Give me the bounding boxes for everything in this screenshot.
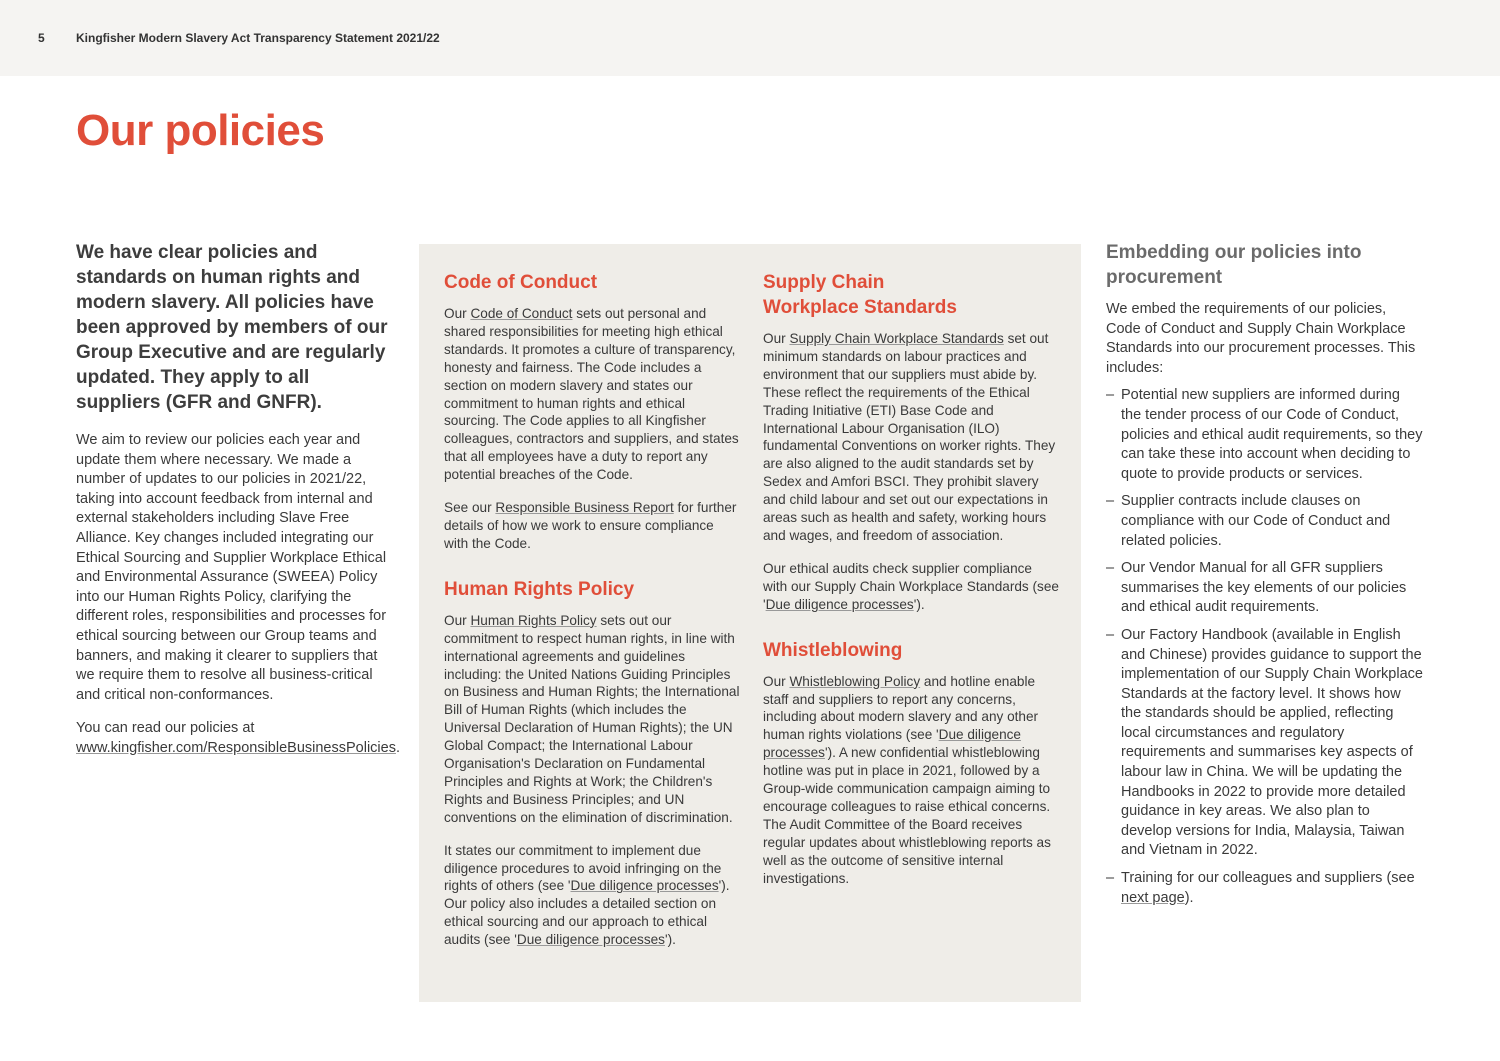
responsible-business-paragraph <box>444 499 740 553</box>
review-paragraph: We aim to review our policies each year and update them where necessary. We made a number of updates to our policies in 2021/22, taking into account feedback from internal and external stakeholders including Slave Free Alliance. Key changes included integrating our Ethical Sourcing and Supplier Workplace Ethical and Environmental Assurance (SWEEA) Policy into our Human Rights Policy, clarifying the different roles, responsibilities and processes for ethical sourcing between our Group teams and banners, and making it clearer to suppliers that we require them to resolve all business-critical and critical non-conformances. <box>76 432 387 703</box>
panel-column-right <box>763 270 1059 902</box>
next-page-link[interactable]: next page <box>1121 889 1185 906</box>
list-item <box>1106 869 1424 908</box>
list-item <box>1106 386 1424 484</box>
human-rights-policy-link[interactable]: Human Rights Policy <box>470 612 597 628</box>
text-fragment: It states our commitment to implement due diligence procedures to avoid infringing on the rights of others (see ' <box>444 842 722 894</box>
list-item <box>1106 559 1424 618</box>
responsible-business-report-link[interactable]: Responsible Business Report <box>495 500 674 516</box>
dash-bullet: – <box>1106 387 1115 404</box>
procurement-heading: Embedding our policies into procurement <box>1106 242 1362 288</box>
code-of-conduct-link[interactable]: Code of Conduct <box>470 306 573 321</box>
list-item-suffix: ). <box>1184 889 1194 906</box>
code-of-conduct-paragraph <box>444 305 740 484</box>
text-fragment: See our <box>444 500 496 516</box>
dash-bullet: – <box>1106 493 1115 510</box>
panel-column-left <box>444 270 740 964</box>
code-of-conduct-heading: Code of Conduct <box>444 272 598 293</box>
text-fragment: Our <box>763 331 790 346</box>
text-fragment: '). <box>664 932 676 948</box>
text-fragment: '). A new confidential whistleblowing hotline was put in place in 2021, followed by a Group-wide communication campaign aiming to encourage colleagues to raise ethical concerns. The Audit Committee of the Board receives regular updates about whistleblowing reports as well as the outcome of sensitive internal investigations. <box>763 745 1051 886</box>
text-fragment: and hotline enable staff and suppliers to report any concerns, including about modern slavery and any other human rights violations (see ' <box>763 673 1039 743</box>
list-item <box>1106 492 1424 551</box>
policies-panel <box>419 244 1081 1002</box>
list-item-text: Our Vendor Manual for all GFR suppliers summarises the key elements of our policies and ethical audit requirements. <box>1121 560 1407 616</box>
policies-link-paragraph <box>76 719 398 758</box>
text-fragment: for further details of how we work to ensure compliance with the Code. <box>444 500 737 551</box>
procurement-intro: We embed the requirements of our policies, Code of Conduct and Supply Chain Workplace Standards into our procurement processes. This includes: <box>1106 301 1416 376</box>
text-fragment: Our ethical audits check supplier compliance with our Supply Chain Workplace Standards (see ' <box>763 560 1059 612</box>
text-fragment: Our <box>444 306 471 321</box>
due-diligence-link[interactable]: Due diligence processes <box>570 878 719 894</box>
supply-chain-paragraph <box>763 330 1059 545</box>
page-number: 5 <box>38 31 45 45</box>
supply-chain-standards-link[interactable]: Supply Chain Workplace Standards <box>789 331 1004 346</box>
policies-link-suffix: . <box>395 739 400 756</box>
list-item-text: Our Factory Handbook (available in English and Chinese) provides guidance to support the implementation of our Supply Chain Workplace Standards at the factory level. It shows how the standards should be applied, reflecting local circumstances and regulatory requirements and summarises key aspects of labour law in China. We will be updating the Handbooks in 2022 to provide more detailed guidance in key areas. We also plan to develop versions for India, Malaysia, Taiwan and Vietnam in 2022. <box>1121 626 1423 859</box>
whistleblowing-paragraph <box>763 673 1059 888</box>
procurement-list <box>1106 386 1424 908</box>
list-item-text: Supplier contracts include clauses on compliance with our Code of Conduct and related policies. <box>1121 493 1391 549</box>
list-item <box>1106 626 1424 861</box>
text-fragment: Our <box>444 612 471 628</box>
text-fragment: '). Our policy also includes a detailed section on ethical sourcing and our approach to ethical audits (see ' <box>444 878 730 948</box>
page-header <box>0 0 1500 76</box>
text-fragment: sets out our commitment to respect human rights, in line with international agreements and guidelines including: the United Nations Guiding Principles on Business and Human Rights; the International Bill of Human Rights (which includes the Universal Declaration of Human Rights); the UN Global Compact; the International Labour Organisation's Declaration on Fundamental Principles and Rights at Work; the Children's Rights and Business Principles; and UN conventions on the elimination of discrimination. <box>444 612 740 825</box>
due-diligence-link[interactable]: Due diligence processes <box>516 932 665 948</box>
lead-paragraph: We have clear policies and standards on human rights and modern slavery. All policies have been approved by members of our Group Executive and are regularly updated. They apply to all suppliers (GFR and GNFR). <box>76 242 388 413</box>
document-title: Kingfisher Modern Slavery Act Transparency Statement 2021/22 <box>76 31 440 45</box>
supply-chain-heading: Supply Chain Workplace Standards <box>763 272 957 318</box>
page-title: Our policies <box>76 106 325 155</box>
list-item-text: Potential new suppliers are informed during the tender process of our Code of Conduct, policies and ethical audit requirements, so they can take these into account when deciding to quote to provide products or services. <box>1121 387 1423 482</box>
text-fragment: '). <box>913 596 925 612</box>
human-rights-paragraph <box>444 612 740 827</box>
intro-column <box>76 240 398 773</box>
due-diligence-paragraph <box>444 842 740 949</box>
due-diligence-link[interactable]: Due diligence processes <box>763 727 1021 761</box>
ethical-audits-paragraph <box>763 560 1059 614</box>
policies-link-prefix: You can read our policies at <box>76 720 255 737</box>
due-diligence-link[interactable]: Due diligence processes <box>765 596 914 612</box>
whistleblowing-heading: Whistleblowing <box>763 639 903 661</box>
policies-link[interactable]: www.kingfisher.com/ResponsibleBusinessPolicies <box>76 739 396 756</box>
human-rights-heading: Human Rights Policy <box>444 578 635 600</box>
list-item-text: Training for our colleagues and suppliers (see <box>1121 870 1415 887</box>
procurement-column <box>1106 240 1424 916</box>
dash-bullet: – <box>1106 626 1115 643</box>
dash-bullet: – <box>1106 870 1115 887</box>
dash-bullet: – <box>1106 560 1115 577</box>
whistleblowing-policy-link[interactable]: Whistleblowing Policy <box>789 673 921 689</box>
text-fragment: sets out personal and shared responsibilities for meeting high ethical standards. It promotes a culture of transparency, honesty and fairness. The Code includes a section on modern slavery and states our commitment to human rights and ethical sourcing. The Code applies to all Kingfisher colleagues, contractors and suppliers, and states that all employees have a duty to report any potential breaches of the Code. <box>444 306 739 483</box>
text-fragment: set out minimum standards on labour practices and environment that our suppliers must abide by. These reflect the requirements of the Ethical Trading Initiative (ETI) Base Code and International Labour Organisation (ILO) fundamental Conventions on worker rights. They are also aligned to the audit standards set by Sedex and Amfori BSCI. They prohibit slavery and child labour and set out our expectations in areas such as health and safety, working hours and wages, and freedom of association. <box>763 331 1056 543</box>
text-fragment: Our <box>763 673 790 689</box>
